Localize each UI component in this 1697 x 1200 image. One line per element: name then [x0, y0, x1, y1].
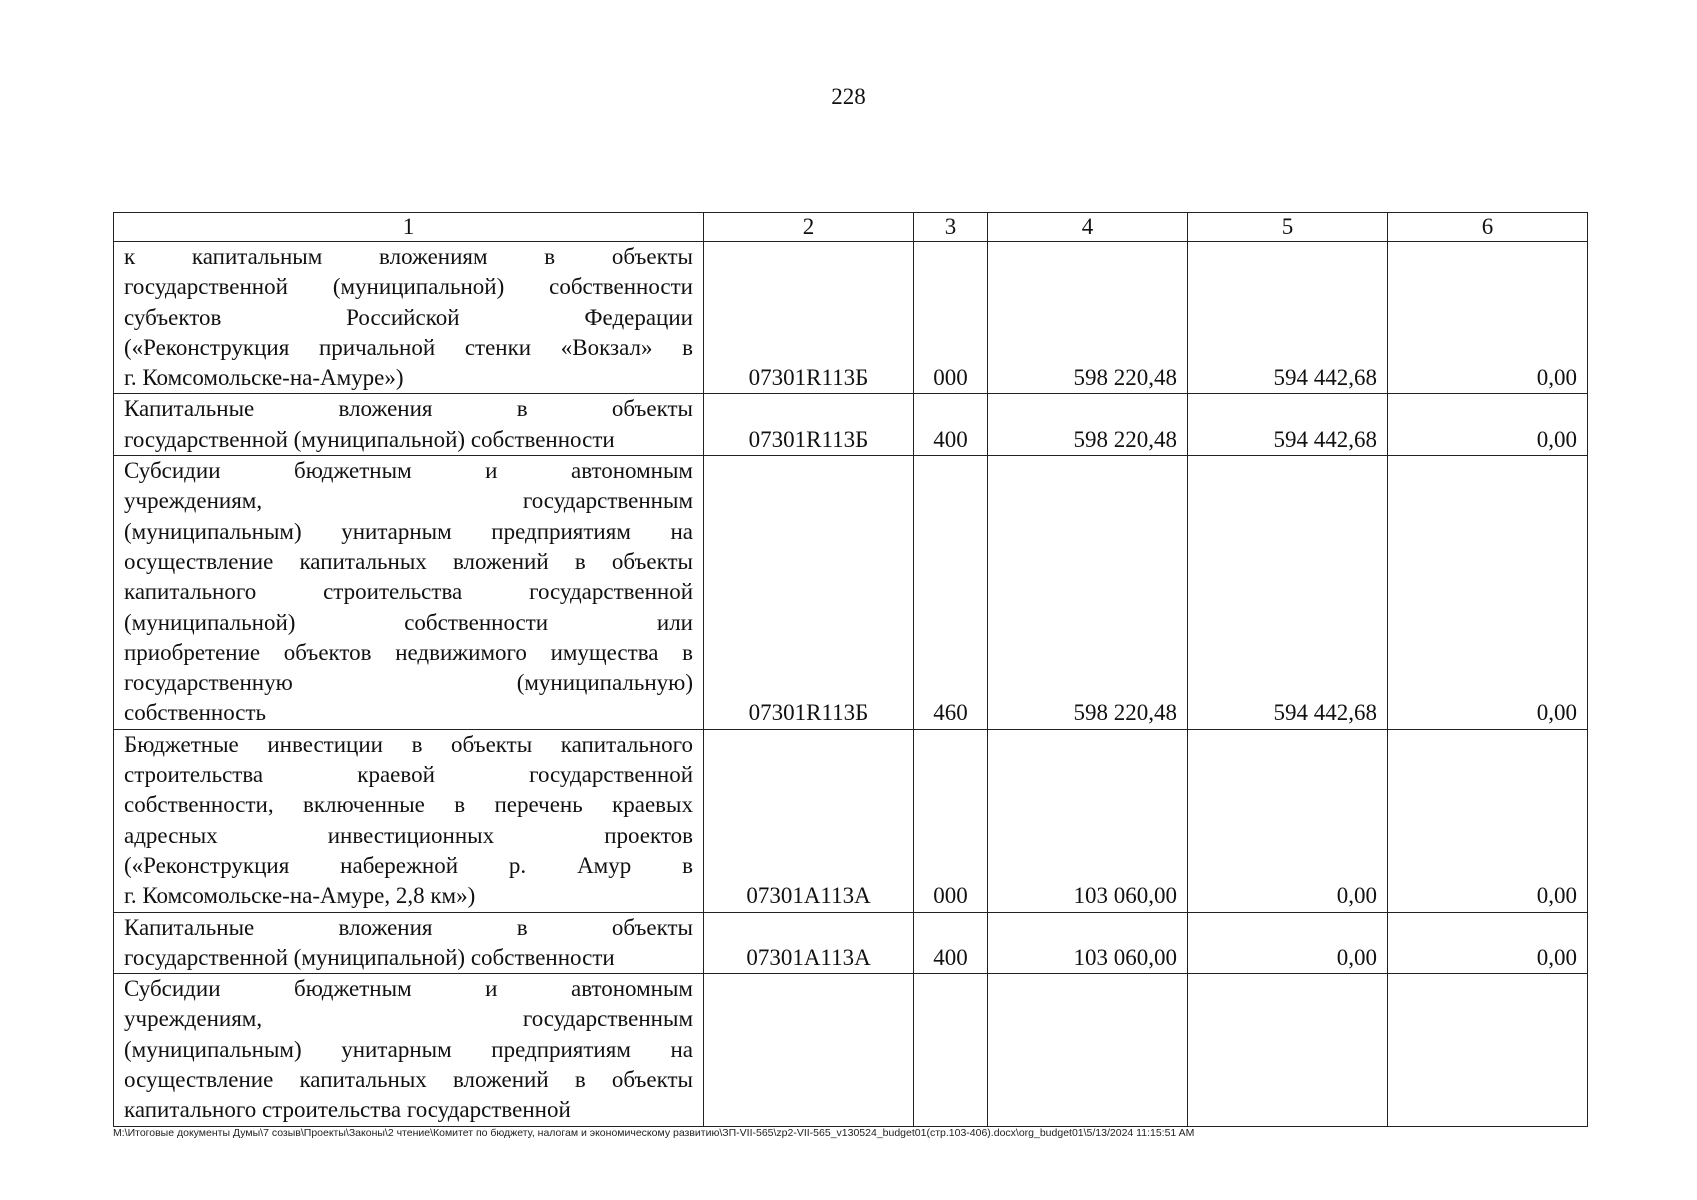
description-line: государственной (муниципальной) собственности	[124, 426, 615, 452]
description-line: г. Комсомольске-на-Амуре, 2,8 км»)	[124, 883, 476, 909]
row-value-col5: 0,00	[1188, 729, 1388, 912]
row-value-col6	[1388, 974, 1588, 1126]
table-row	[114, 394, 1588, 456]
description-line: собственность	[124, 700, 267, 726]
row-expense-type: 000	[914, 729, 988, 912]
row-value-col6: 0,00	[1388, 456, 1588, 730]
row-target-code: 07301А113А	[704, 912, 914, 974]
row-expense-type	[914, 974, 988, 1126]
row-value-col4: 598 220,48	[988, 394, 1188, 456]
description-line: («Реконструкция набережной р. Амур в	[124, 852, 693, 878]
description-line: приобретение объектов недвижимого имущества в	[124, 639, 693, 665]
description-line: г. Комсомольске-на-Амуре»)	[124, 365, 404, 391]
row-target-code: 07301А113А	[704, 729, 914, 912]
column-header-5: 5	[1188, 213, 1388, 242]
row-value-col5: 594 442,68	[1188, 242, 1388, 394]
description-line: строительства краевой государственной	[124, 762, 693, 788]
description-line: государственной (муниципальной) собственности	[124, 274, 693, 300]
column-header-6: 6	[1388, 213, 1588, 242]
column-header-3: 3	[914, 213, 988, 242]
row-value-col6: 0,00	[1388, 729, 1588, 912]
description-line: государственную (муниципальную)	[124, 670, 693, 696]
table-header-row	[114, 213, 1588, 242]
row-expense-type: 400	[914, 912, 988, 974]
description-line: собственности, включенные в перечень краевых	[124, 792, 693, 818]
description-line: Бюджетные инвестиции в объекты капитального	[124, 731, 693, 757]
description-line: (муниципальным) унитарным предприятиям на	[124, 518, 693, 544]
table-row	[114, 242, 1588, 394]
description-line: осуществление капитальных вложений в объекты	[124, 548, 693, 574]
row-value-col5: 594 442,68	[1188, 456, 1388, 730]
row-value-col5: 0,00	[1188, 912, 1388, 974]
budget-table	[113, 212, 1588, 1127]
column-header-1: 1	[114, 213, 704, 242]
description-line: учреждениям, государственным	[124, 488, 693, 514]
description-line: учреждениям, государственным	[124, 1006, 693, 1032]
row-value-col4	[988, 974, 1188, 1126]
row-description	[114, 974, 704, 1126]
description-line: осуществление капитальных вложений в объекты	[124, 1067, 693, 1093]
row-value-col4: 103 060,00	[988, 912, 1188, 974]
description-line: Субсидии бюджетным и автономным	[124, 976, 693, 1002]
description-line: к капитальным вложениям в объекты	[124, 244, 693, 269]
description-line: субъектов Российской Федерации	[124, 304, 693, 330]
row-target-code	[704, 974, 914, 1126]
description-line: адресных инвестиционных проектов	[124, 822, 693, 848]
row-description	[114, 456, 704, 730]
description-line: государственной (муниципальной) собственности	[124, 944, 615, 970]
description-line: («Реконструкция причальной стенки «Вокзал» в	[124, 334, 693, 360]
description-line: капитального строительства государственной	[124, 1097, 571, 1123]
row-target-code: 07301R113Б	[704, 456, 914, 730]
description-line: Субсидии бюджетным и автономным	[124, 458, 693, 484]
description-line: Капитальные вложения в объекты	[124, 396, 693, 422]
row-expense-type: 400	[914, 394, 988, 456]
row-expense-type: 000	[914, 242, 988, 394]
table-row	[114, 456, 1588, 730]
table-row	[114, 974, 1588, 1126]
row-value-col6: 0,00	[1388, 912, 1588, 974]
row-value-col4: 598 220,48	[988, 456, 1188, 730]
file-path-footer: M:\Итоговые документы Думы\7 созыв\Проекты\Законы\2 чтение\Комитет по бюджету, налогам и экономическому развитию\ЗП-VII-565\zp2-VII-565_v130524_budget01(стр.103-406).docx\org_budget01\5/13/2024 11:15:51 AM	[113, 1127, 1195, 1139]
row-target-code: 07301R113Б	[704, 394, 914, 456]
table-row	[114, 912, 1588, 974]
row-value-col6: 0,00	[1388, 242, 1588, 394]
column-header-4: 4	[988, 213, 1188, 242]
column-header-2: 2	[704, 213, 914, 242]
row-description	[114, 912, 704, 974]
page-number: 228	[831, 84, 866, 109]
row-value-col4: 598 220,48	[988, 242, 1188, 394]
description-line: (муниципальной) собственности или	[124, 609, 693, 635]
row-description	[114, 394, 704, 456]
description-line: (муниципальным) унитарным предприятиям на	[124, 1036, 693, 1062]
row-expense-type: 460	[914, 456, 988, 730]
table-row	[114, 729, 1588, 912]
row-description	[114, 729, 704, 912]
row-description	[114, 242, 704, 394]
description-line: капитального строительства государственной	[124, 579, 693, 605]
row-target-code: 07301R113Б	[704, 242, 914, 394]
description-line: Капитальные вложения в объекты	[124, 914, 693, 940]
row-value-col4: 103 060,00	[988, 729, 1188, 912]
table-body	[114, 242, 1588, 1127]
row-value-col5	[1188, 974, 1388, 1126]
row-value-col5: 594 442,68	[1188, 394, 1388, 456]
row-value-col6: 0,00	[1388, 394, 1588, 456]
